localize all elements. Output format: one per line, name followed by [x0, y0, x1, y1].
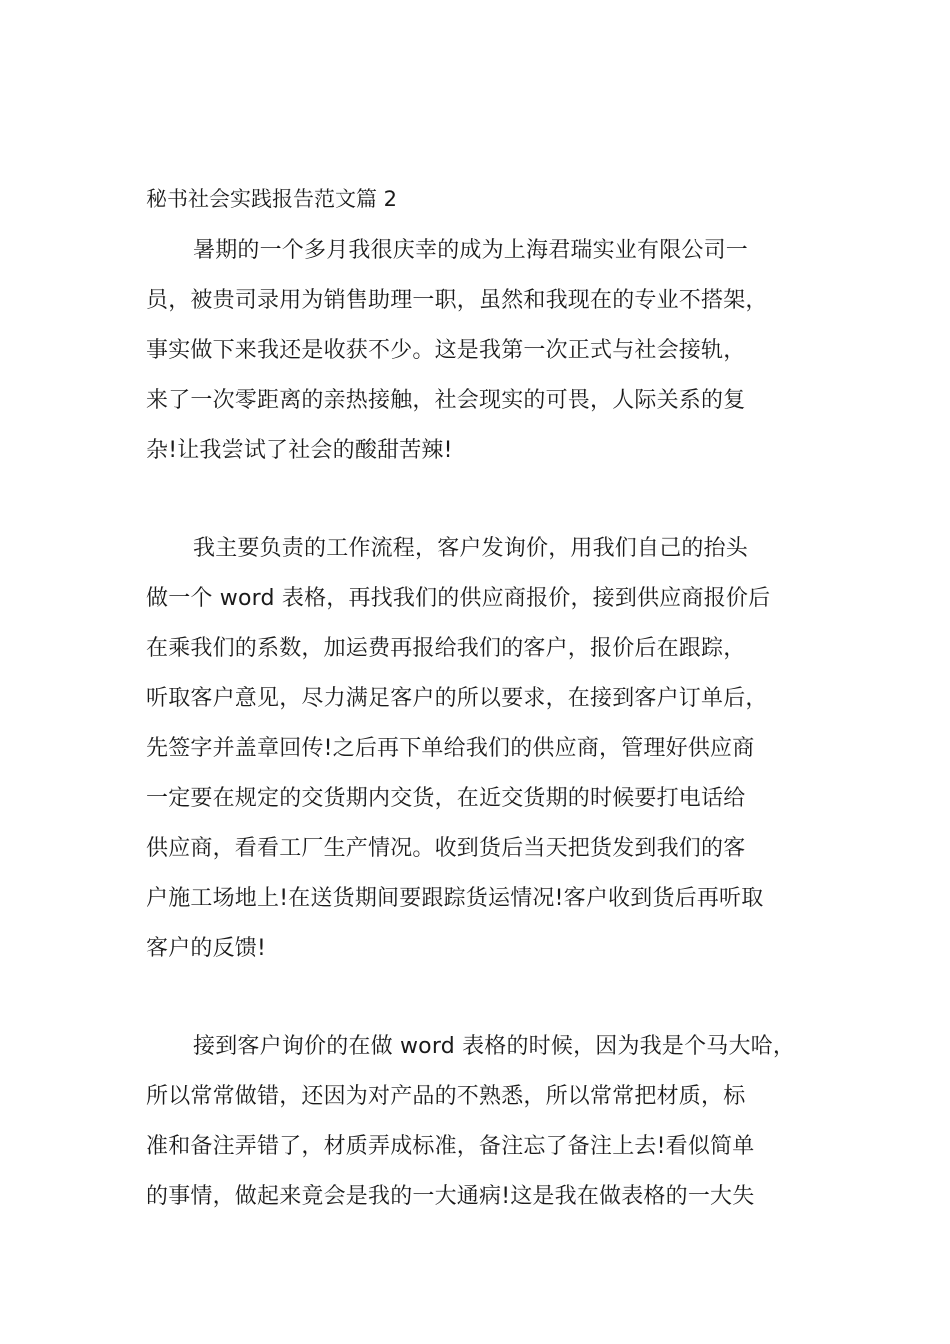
- paragraph-3-line-3: 准和备注弄错了，材质弄成标准，备注忘了备注上去!看似简单: [146, 1134, 755, 1159]
- paragraph-1-line-2: 员，被贵司录用为销售助理一职，虽然和我现在的专业不搭架，: [146, 288, 768, 313]
- paragraph-2-line-6: 一定要在规定的交货期内交货，在近交货期的时候要打电话给: [146, 786, 746, 811]
- document-title: 秘书社会实践报告范文篇 2: [146, 187, 398, 211]
- paragraph-1-line-5: 杂!让我尝试了社会的酸甜苦辣!: [146, 438, 453, 463]
- paragraph-2-line-4: 听取客户意见，尽力满足客户的所以要求，在接到客户订单后，: [146, 686, 768, 711]
- paragraph-2-line-8: 户施工场地上!在送货期间要跟踪货运情况!客户收到货后再听取: [146, 886, 764, 911]
- paragraph-2-line-9: 客户的反馈!: [146, 936, 267, 961]
- paragraph-2-line-2: 做一个 word 表格，再找我们的供应商报价，接到供应商报价后: [146, 586, 771, 611]
- paragraph-2-line-7: 供应商，看看工厂生产情况。收到货后当天把货发到我们的客: [146, 836, 746, 861]
- paragraph-2-line-3: 在乘我们的系数，加运费再报给我们的客户，报价后在跟踪，: [146, 636, 746, 661]
- paragraph-3-line-4: 的事情，做起来竟会是我的一大通病!这是我在做表格的一大失: [146, 1184, 755, 1209]
- paragraph-3-line-1: 接到客户询价的在做 word 表格的时候，因为我是个马大哈，: [193, 1034, 796, 1059]
- paragraph-1-line-4: 来了一次零距离的亲热接触，社会现实的可畏，人际关系的复: [146, 388, 746, 413]
- paragraph-2-line-1: 我主要负责的工作流程，客户发询价，用我们自己的抬头: [193, 536, 749, 561]
- paragraph-1-line-1: 暑期的一个多月我很庆幸的成为上海君瑞实业有限公司一: [193, 238, 749, 263]
- paragraph-1-line-3: 事实做下来我还是收获不少。这是我第一次正式与社会接轨，: [146, 338, 746, 363]
- paragraph-3-line-2: 所以常常做错，还因为对产品的不熟悉，所以常常把材质，标: [146, 1084, 746, 1109]
- paragraph-2-line-5: 先签字并盖章回传!之后再下单给我们的供应商，管理好供应商: [146, 736, 755, 761]
